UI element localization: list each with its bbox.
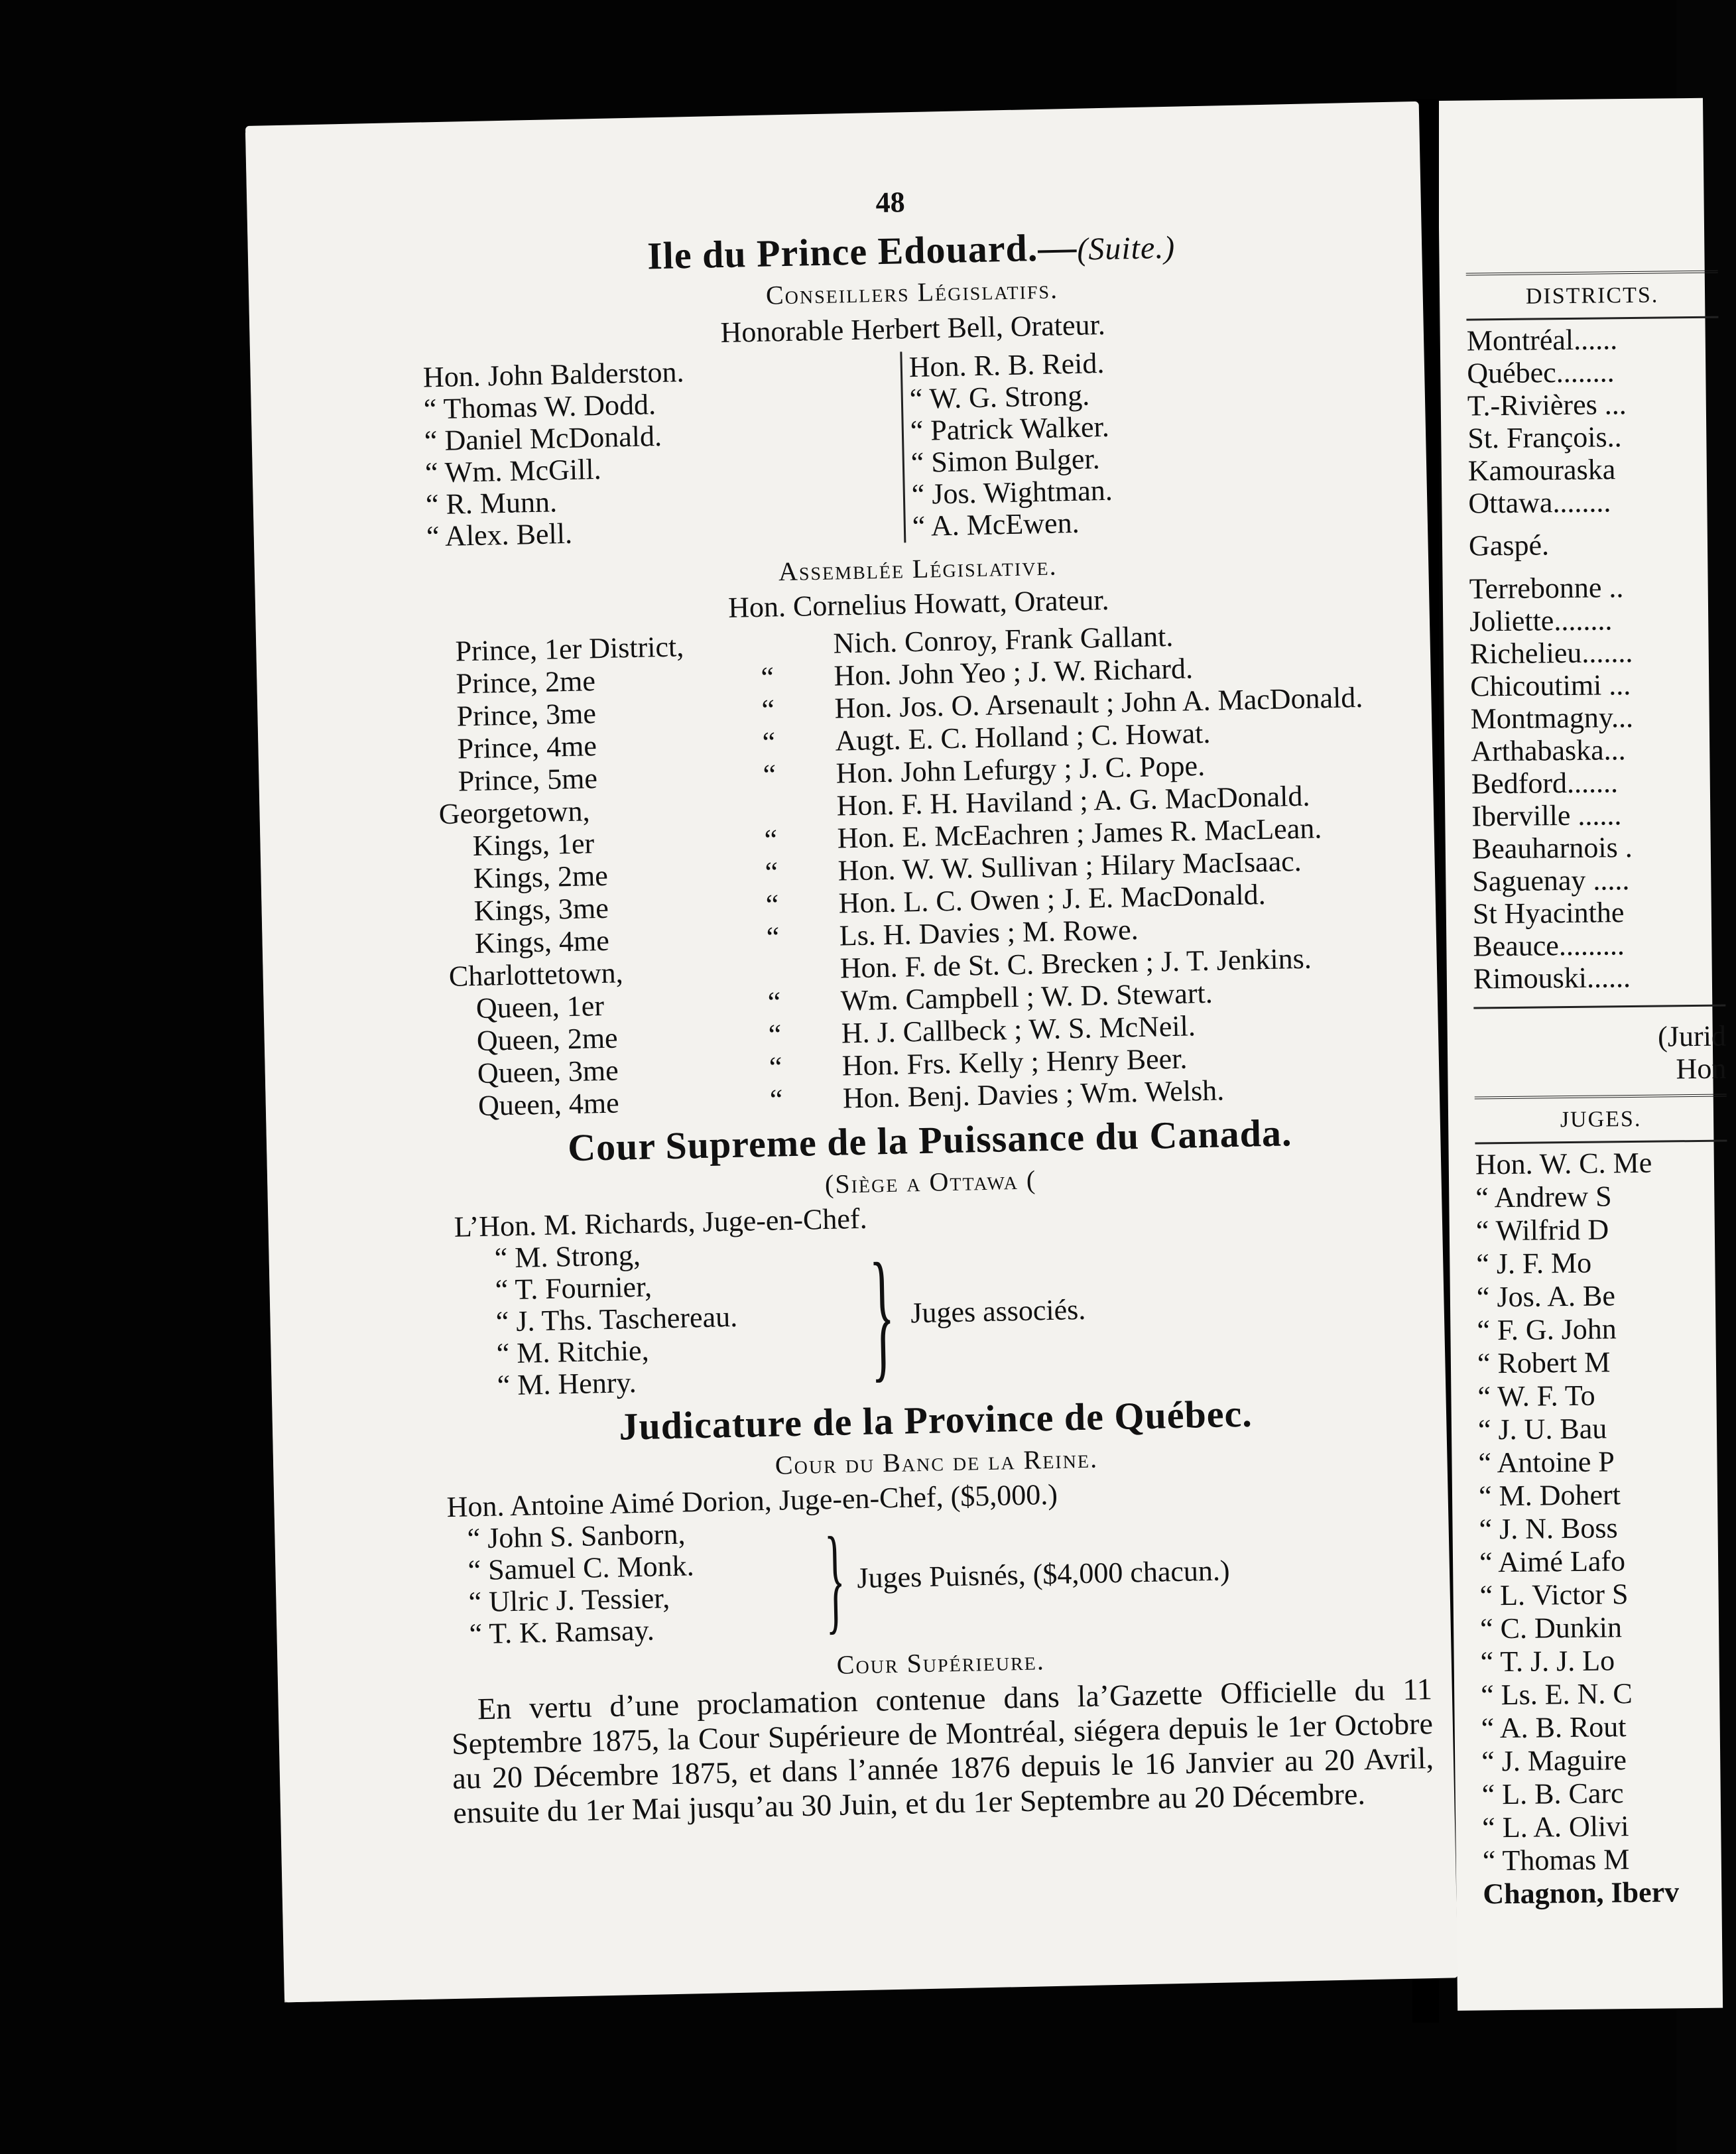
ditto-mark: “ [763, 758, 776, 791]
district-name: Charlottetown, [448, 956, 624, 993]
judge-item: “ Antoine P [1478, 1445, 1615, 1480]
jurid-line: (Jurid [1657, 1019, 1727, 1053]
subtitle-siege: (Siège a Ottawa ( [824, 1165, 1037, 1200]
facing-page-content [1466, 271, 1735, 1911]
ditto-mark: “ [768, 1018, 782, 1051]
judge-item: “ T. J. J. Lo [1480, 1644, 1615, 1679]
members: Hon. W. W. Sullivan ; Hilary MacIsaac. [837, 844, 1302, 887]
speaker-line: Honorable Herbert Bell, Orateur. [719, 308, 1106, 349]
councillor: “ R. Munn. [425, 485, 558, 521]
ditto-mark: “ [762, 726, 776, 759]
members: Hon. Jos. O. Arsenault ; John A. MacDonald. [834, 680, 1363, 725]
members: Wm. Campbell ; W. D. Stewart. [840, 976, 1213, 1017]
district-item: Richelieu....... [1469, 635, 1633, 670]
associate-judge: “ M. Ritchie, [496, 1334, 650, 1370]
members: Hon. F. de St. C. Brecken ; J. T. Jenkins. [839, 942, 1312, 985]
subtitle-conseillers: Conseillers Législatifs. [765, 274, 1059, 310]
district-item: Arthabaska... [1471, 733, 1626, 768]
puisne-judge: “ Samuel C. Monk. [467, 1549, 695, 1587]
district-item: Bedford....... [1471, 766, 1619, 800]
ditto-mark [763, 790, 837, 824]
puisne-judges-group [447, 1503, 1431, 1651]
brace-symbol: } [868, 1232, 897, 1395]
district-name: Prince, 4me [457, 729, 597, 765]
ditto-mark: “ [766, 920, 780, 954]
judge-item: “ Thomas M [1482, 1843, 1630, 1877]
councillor: “ A. McEwen. [912, 506, 1080, 543]
juges-header: JUGES. [1475, 1094, 1727, 1145]
district-name: Queen, 2me [476, 1021, 619, 1057]
district-item: St. François.. [1467, 420, 1622, 455]
members: Nich. Conroy, Frank Gallant. [833, 619, 1174, 660]
district-name: Prince, 3me [456, 697, 597, 733]
ditto-mark: “ [761, 661, 775, 694]
judge-item: “ W. F. To [1477, 1379, 1595, 1413]
judge-item: Hon. W. C. Me [1475, 1146, 1652, 1181]
book-page [245, 101, 1458, 2002]
councillor: “ Jos. Wightman. [911, 474, 1113, 511]
judge-item: “ L. A. Olivi [1482, 1810, 1629, 1844]
district-item: Beauce......... [1473, 928, 1625, 963]
judge-item: “ L. B. Carc [1481, 1777, 1624, 1811]
councillor: Hon. R. B. Reid. [908, 346, 1105, 384]
judge-item: “ J. Maguire [1481, 1743, 1627, 1778]
councillors-left [423, 351, 904, 552]
district-item: Kamouraska [1467, 453, 1616, 487]
members: Hon. John Lefurgy ; J. C. Pope. [836, 749, 1206, 790]
district-name: Kings, 1er [472, 827, 595, 863]
districts-header: DISTRICTS. [1466, 271, 1719, 321]
speaker-line: Hon. Cornelius Howatt, Orateur. [727, 583, 1109, 624]
members: Ls. H. Davies ; M. Rowe. [839, 913, 1139, 952]
judge-item: “ F. G. John [1477, 1312, 1617, 1347]
district-item: T.-Rivières ... [1467, 388, 1627, 422]
judge-item: “ M. Dohert [1478, 1478, 1621, 1513]
ditto-mark: “ [767, 985, 781, 1019]
subtitle-banc-de-la-reine: Cour du Banc de la Reine. [775, 1443, 1099, 1480]
district-name: Prince, 2me [456, 665, 596, 700]
associate-judge: “ M. Henry. [497, 1366, 637, 1402]
puisne-judges-label: Juges Puisnés, ($4,000 chacun.) [856, 1554, 1230, 1595]
judge-item: “ J. F. Mo [1476, 1246, 1592, 1281]
ditto-mark [767, 952, 840, 986]
district-name: Queen, 4me [477, 1086, 620, 1122]
page-content [419, 175, 1434, 1830]
section-title-suffix: (Suite.) [1076, 229, 1176, 267]
judge-item: “ A. B. Rout [1481, 1710, 1627, 1745]
ditto-mark: “ [765, 855, 778, 889]
districts-list [1467, 322, 1726, 995]
councillor: “ Daniel McDonald. [424, 419, 662, 458]
district-item: Joliette........ [1469, 603, 1613, 638]
puisne-judge: “ T. K. Ramsay. [469, 1614, 655, 1651]
facing-page [1438, 98, 1727, 2011]
members: Hon. E. McEachren ; James R. MacLean. [837, 812, 1322, 855]
district-name: Georgetown, [438, 794, 590, 831]
ditto-mark [760, 627, 834, 661]
judge-item: “ C. Dunkin [1479, 1611, 1623, 1645]
councillor: “ W. G. Strong. [909, 379, 1090, 416]
district-item: Beauharnois . [1471, 830, 1633, 865]
judge-item: “ L. Victor S [1479, 1578, 1629, 1612]
ditto-mark: “ [769, 1083, 783, 1116]
councillor: “ Thomas W. Dodd. [423, 388, 656, 426]
associate-judge: “ T. Fournier, [495, 1270, 652, 1306]
associate-judge: “ J. Ths. Taschereau. [495, 1300, 738, 1338]
judges-list [1475, 1146, 1735, 1911]
members: Hon. John Yeo ; J. W. Richard. [834, 652, 1194, 692]
section-title-cour-supreme: Cour Supreme de la Puissance du Canada. [567, 1111, 1292, 1170]
members: Hon. Frs. Kelly ; Henry Beer. [841, 1042, 1188, 1082]
district-name: Kings, 2me [473, 859, 609, 895]
judge-item: “ J. U. Bau [1477, 1412, 1607, 1446]
ditto-mark: “ [765, 888, 779, 921]
district-item: Iberville ...... [1471, 798, 1622, 833]
district-item: Rimouski...... [1473, 961, 1631, 995]
ditto-mark: “ [769, 1050, 782, 1084]
district-item: Québec........ [1467, 355, 1615, 390]
councillor: Hon. John Balderston. [422, 355, 684, 394]
members: Hon. L. C. Owen ; J. E. MacDonald. [838, 878, 1267, 920]
jurid-line: Hon [1676, 1052, 1727, 1086]
judge-item: “ Ls. E. N. C [1480, 1677, 1633, 1712]
councillor: “ Simon Bulger. [910, 442, 1101, 479]
associate-judges-label: Juges associés. [910, 1293, 1086, 1330]
district-item: Chicoutimi ... [1469, 668, 1631, 703]
ditto-mark: “ [764, 823, 778, 856]
councillor: “ Alex. Bell. [426, 517, 573, 553]
puisne-judges-list [467, 1516, 814, 1651]
district-item: Gaspé. [1468, 529, 1550, 562]
councillors-right [900, 348, 1113, 543]
judge-item: “ J. N. Boss [1479, 1511, 1618, 1546]
subtitle-cour-superieure: Cour Supérieure. [836, 1645, 1046, 1680]
councillor: “ Wm. McGill. [424, 452, 602, 489]
subtitle-assemblee: Assemblée Législative. [778, 550, 1058, 587]
associate-judges-group [441, 1223, 1426, 1403]
district-name: Prince, 5me [458, 762, 598, 798]
associate-judges-list [494, 1235, 855, 1401]
councillor: “ Patrick Walker. [910, 410, 1110, 448]
district-item: St Hyacinthe [1472, 896, 1625, 930]
members: Augt. E. C. Holland ; C. Howat. [835, 716, 1211, 757]
section-title-text: Ile du Prince Edouard.— [647, 225, 1078, 278]
chief-justice-line: L’Hon. M. Richards, Juge-en-Chef. [454, 1202, 868, 1243]
district-item: Montmagny... [1470, 700, 1634, 735]
puisne-judge: “ Ulric J. Tessier, [468, 1582, 670, 1619]
brace-symbol: } [824, 1512, 847, 1645]
judge-item: “ Jos. A. Be [1476, 1279, 1616, 1314]
page-number: 48 [875, 186, 906, 220]
members: Hon. Benj. Davies ; Wm. Welsh. [842, 1074, 1225, 1115]
members: H. J. Callbeck ; W. S. McNeil. [841, 1009, 1196, 1050]
district-name: Kings, 4me [474, 924, 610, 960]
district-name: Kings, 3me [473, 891, 609, 928]
proclamation-paragraph: En vertu d’une proclamation contenue dans la’Gazette Officielle du 11 Septembre 1875, la Cour Supérieure de Montréal, siégera depuis le 1er Octobre au 20 Décembre 1875, et dans l’année 1876 depuis le 16 Janvier au 20 Avril, ensuite du 1er Mai jusqu’au 30 Juin, et du 1er Septembre au 20 Décembre. [451, 1672, 1434, 1830]
puisne-judge: “ John S. Sanborn, [467, 1517, 686, 1555]
judge-item: “ Andrew S [1475, 1180, 1612, 1214]
district-item: Saguenay ..... [1472, 863, 1630, 898]
chief-justice-line: Hon. Antoine Aimé Dorion, Juge-en-Chef, ($5,000.) [446, 1478, 1058, 1524]
assembly-table [428, 615, 1420, 1123]
ditto-mark: “ [761, 693, 775, 726]
councillors-columns [423, 341, 1408, 552]
judge-item: Chagnon, Iberv [1483, 1875, 1680, 1911]
district-item: Terrebonne .. [1469, 571, 1624, 605]
members: Hon. F. H. Haviland ; A. G. MacDonald. [836, 779, 1310, 822]
judge-item: “ Wilfrid D [1475, 1213, 1609, 1247]
district-name: Queen, 1er [475, 989, 605, 1025]
district-item: Montréal...... [1466, 323, 1618, 357]
associate-judge: “ M. Strong, [494, 1238, 641, 1275]
section-title-judicature: Judicature de la Province de Québec. [618, 1391, 1253, 1448]
district-name: Prince, 1er District, [455, 630, 684, 668]
judge-item: “ Aimé Lafo [1479, 1545, 1626, 1579]
judge-item: “ Robert M [1477, 1346, 1611, 1380]
district-name: Queen, 3me [477, 1054, 619, 1090]
district-item: Ottawa........ [1468, 485, 1611, 520]
